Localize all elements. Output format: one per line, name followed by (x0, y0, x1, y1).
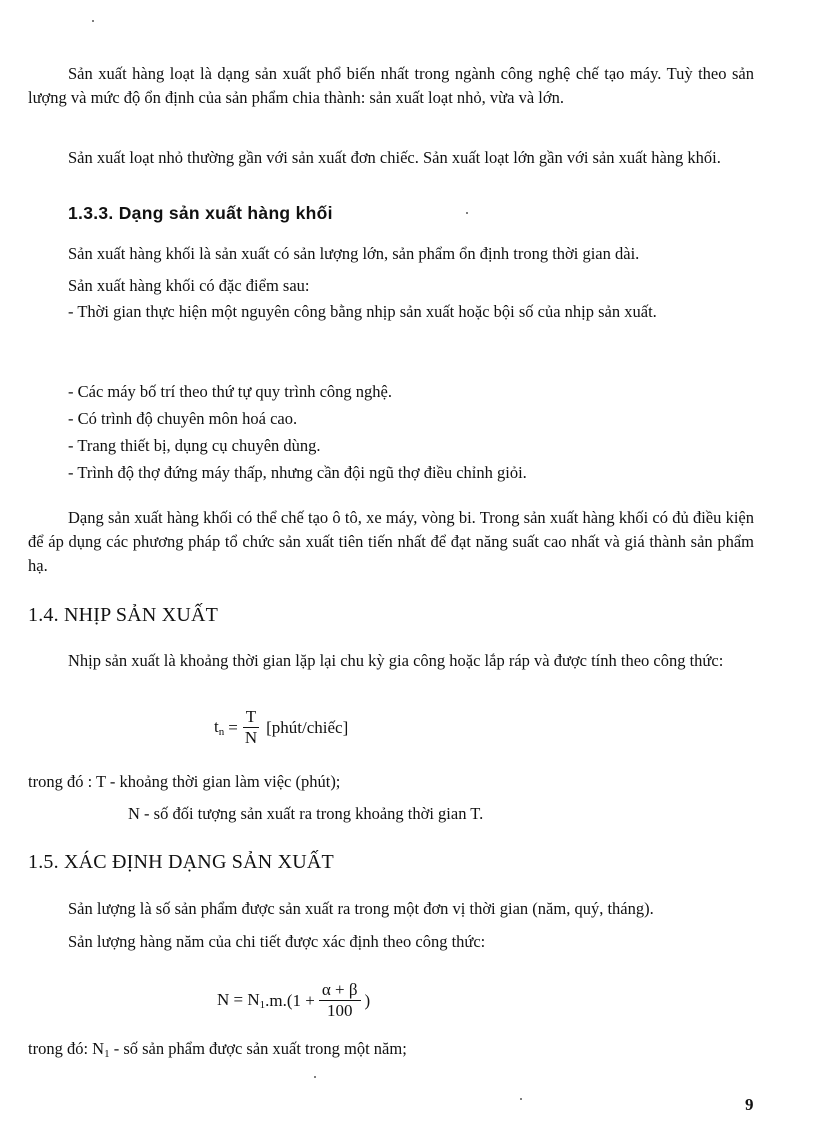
heading-1-4: 1.4. NHỊP SẢN XUẤT (28, 604, 219, 626)
paragraph-2: Sản xuất loạt nhỏ thường gần với sản xuất đơn chiếc. Sản xuất loạt lớn gần với sản xuất hàng khối. (68, 148, 721, 167)
paragraph-takt-definition (28, 649, 754, 673)
paragraph-3: Sản xuất hàng khối là sản xuất có sản lượng lớn, sản phẩm ổn định trong thời gian dài. (68, 244, 640, 263)
bullet-text: - Thời gian thực hiện một nguyên công bằng nhịp sản xuất hoặc bội số của nhịp sản xuất. (68, 302, 657, 321)
formula-numerator: α + β (319, 980, 361, 1001)
bullet-item: - Trang thiết bị, dụng cụ chuyên dùng. (68, 436, 321, 455)
formula-lhs: $N = N_1$ (217, 990, 266, 1011)
mass-production-section (28, 242, 754, 324)
formula-denominator: 100 (326, 1001, 353, 1020)
scan-speck (314, 1076, 316, 1078)
takt-variables (28, 770, 754, 826)
paragraph-batch-production (28, 62, 754, 110)
takt-formula (214, 707, 348, 748)
formula-numerator: T (243, 707, 259, 728)
paragraph-mass-production-example (28, 506, 754, 578)
paragraph-4: Sản xuất hàng khối có đặc điểm sau: (68, 276, 310, 295)
paragraph-5: Dạng sản xuất hàng khối có thể chế tạo ô tô, xe máy, vòng bi. Trong sản xuất hàng khối có đủ điều kiện để áp dụng các phương pháp tổ chức sản xuất tiên tiến nhất để đạt năng suất cao nhất và giá thành sản phẩm hạ. (28, 508, 754, 575)
page-number: 9 (745, 1095, 754, 1114)
paragraph-6: Nhịp sản xuất là khoảng thời gian lặp lại chu kỳ gia công hoặc lắp ráp và được tính theo công thức: (68, 651, 724, 670)
paragraph-1: Sản xuất hàng loạt là dạng sản xuất phổ biến nhất trong ngành công nghệ chế tạo máy. Tuỳ theo sản lượng và mức độ ổn định của sản phẩm chia thành: sản xuất loạt nhỏ, vừa và lớn. (28, 64, 754, 107)
bullet-list (28, 380, 754, 485)
scan-speck (92, 20, 94, 22)
bullet-item: - Trình độ thợ đứng máy thấp, nhưng cần đội ngũ thợ điều chỉnh giỏi. (68, 463, 527, 482)
formula-lhs: $t_n$ (214, 717, 225, 738)
paragraph-7: Sản lượng là số sản phẩm được sản xuất ra trong một đơn vị thời gian (năm, quý, tháng). (68, 899, 654, 918)
bullet-item (28, 300, 754, 324)
formula-close: ) (364, 990, 371, 1010)
annual-output-variables (28, 1037, 754, 1066)
heading-1-5: 1.5. XÁC ĐỊNH DẠNG SẢN XUẤT (28, 851, 334, 873)
formula-fraction (242, 707, 260, 748)
heading-1-3-3: 1.3.3. Dạng sản xuất hàng khối (68, 203, 333, 223)
scan-speck (466, 212, 468, 214)
formula-middle: .m.(1 + (265, 990, 315, 1010)
bullet-item: - Có trình độ chuyên môn hoá cao. (68, 409, 298, 428)
annual-output-formula (217, 980, 370, 1021)
scan-speck (520, 1098, 522, 1100)
paragraph-8: Sản lượng hàng năm của chi tiết được xác định theo công thức: (68, 932, 486, 951)
paragraph-output-definition (28, 897, 754, 954)
variable-N-definition: N - số đối tượng sản xuất ra trong khoảng thời gian T. (128, 804, 484, 823)
formula-denominator: N (244, 728, 258, 747)
variable-T-definition: trong đó : T - khoảng thời gian làm việc (phút); (28, 772, 341, 791)
formula-fraction (319, 980, 361, 1021)
formula-equals: = (228, 717, 238, 737)
bullet-item: - Các máy bố trí theo thứ tự quy trình công nghệ. (68, 382, 392, 401)
formula-unit: [phút/chiếc] (266, 717, 349, 737)
variable-N1-definition: trong đó: $N_1$ - số sản phẩm được sản xuất trong một năm; (28, 1039, 407, 1060)
paragraph-small-large-batch (28, 146, 754, 170)
